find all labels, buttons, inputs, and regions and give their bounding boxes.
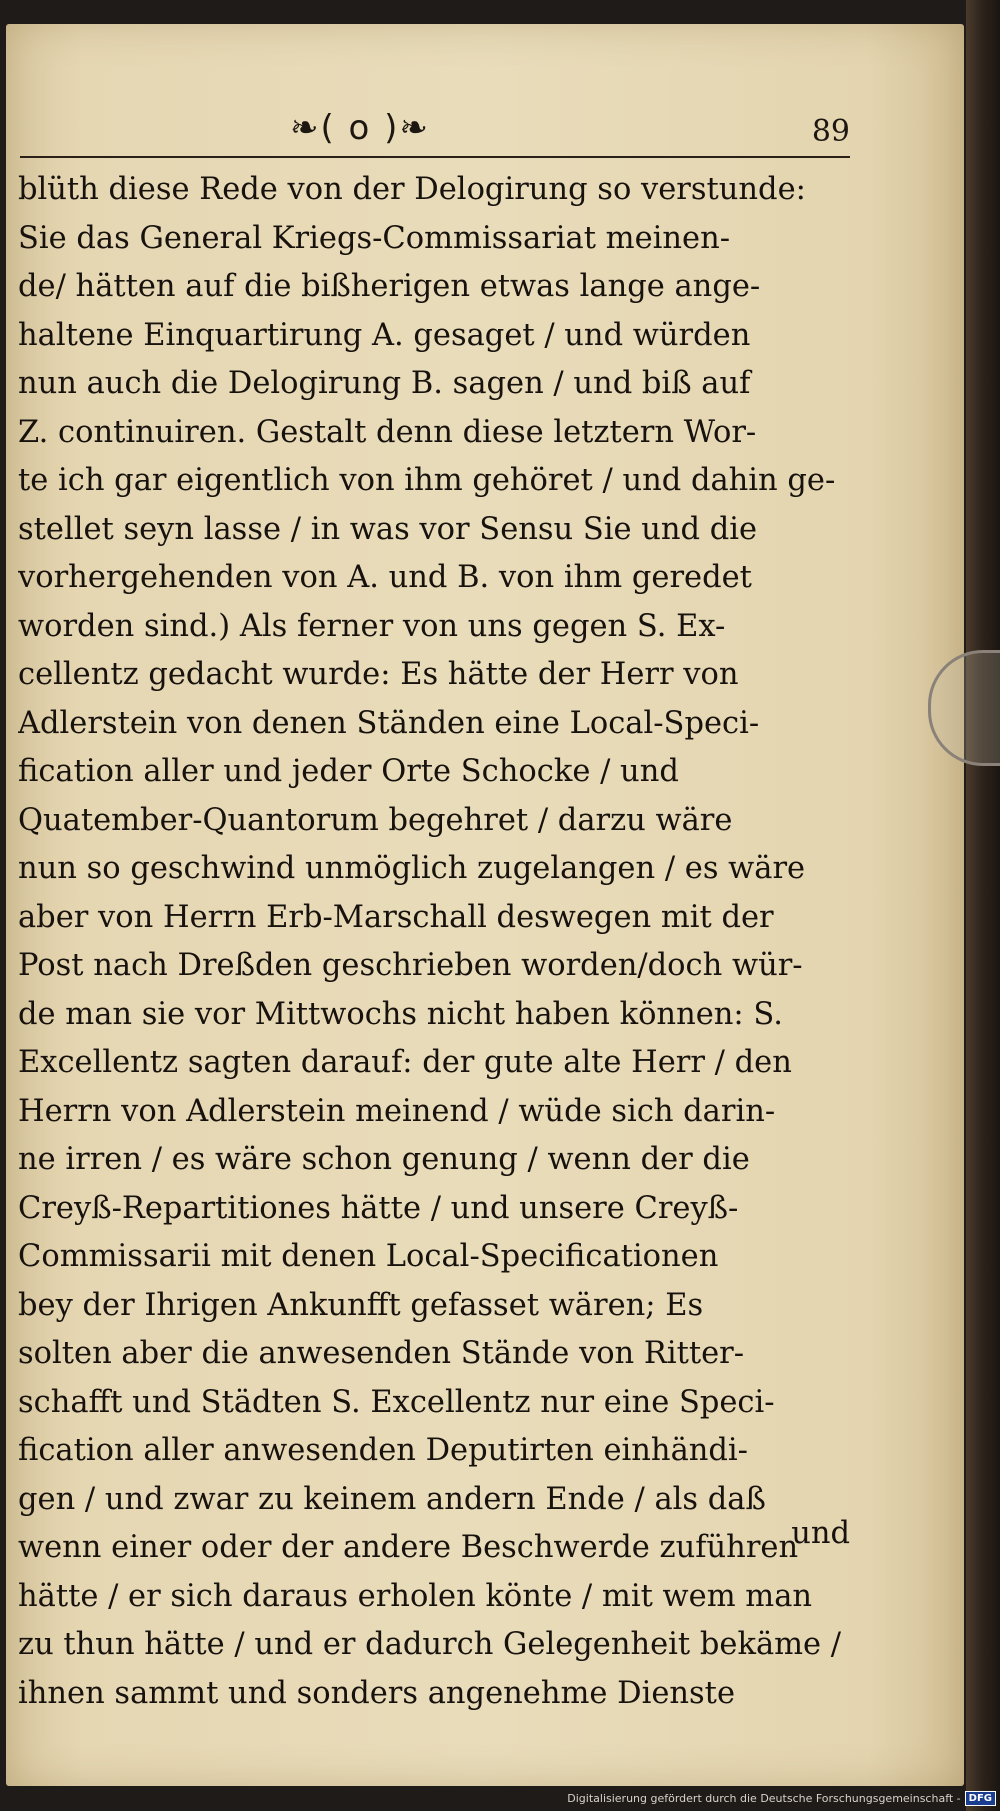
text-line: Creyß-Repartitiones hätte / und unsere Creyß-: [18, 1190, 739, 1226]
dfg-logo: DFG: [965, 1791, 996, 1806]
text-line: haltene Einquartirung A. gesaget / und würden: [18, 317, 751, 353]
page-header: [20, 108, 850, 158]
text-line: Excellentz sagten darauf: der gute alte Herr / den: [18, 1045, 792, 1080]
text-line: de man sie vor Mittwochs nicht haben können: S.: [18, 996, 783, 1032]
text-line: fication aller und jeder Orte Schocke / und: [18, 754, 679, 789]
header-ornament: ❧( o )❧: [290, 108, 430, 148]
text-line: blüth diese Rede von der Delogirung so verstunde:: [18, 172, 806, 207]
body-text: [18, 166, 854, 1718]
page-number: 89: [811, 114, 850, 149]
text-line: wenn einer oder der andere Beschwerde zuführen: [18, 1530, 799, 1565]
text-line: vorhergehenden von A. und B. von ihm geredet: [18, 560, 752, 595]
text-line: aber von Herrn Erb-Marschall deswegen mit der: [18, 899, 774, 935]
text-line: solten aber die anwesenden Stände von Ritter-: [18, 1336, 745, 1371]
text-line: Post nach Dreßden geschrieben worden/doch wür-: [18, 948, 803, 983]
footer-credit: Digitalisierung gefördert durch die Deutsche Forschungsgemeinschaft -: [567, 1791, 961, 1805]
text-line: te ich gar eigentlich von ihm gehöret / und dahin ge-: [18, 463, 836, 498]
text-line: stellet seyn lasse / in was vor Sensu Sie und die: [18, 511, 758, 547]
digitization-footer: [567, 1787, 996, 1809]
text-line: ne irren / es wäre schon genung / wenn der die: [18, 1142, 750, 1177]
text-line: Commissarii mit denen Local-Specificationen: [18, 1239, 719, 1274]
text-line: hätte / er sich daraus erholen könte / mit wem man: [18, 1578, 813, 1614]
text-line: nun so geschwind unmöglich zugelangen / es wäre: [18, 851, 806, 886]
text-line: Herrn von Adlerstein meinend / wüde sich darin-: [18, 1093, 776, 1129]
text-line: Adlerstein von denen Ständen eine Local-Speci-: [18, 705, 760, 741]
text-line: cellentz gedacht wurde: Es hätte der Herr von: [18, 657, 739, 692]
text-line: de/ hätten auf die bißherigen etwas lange ange-: [18, 269, 761, 304]
book-spine: [966, 0, 1000, 1811]
text-line: bey der Ihrigen Ankunfft gefasset wären; Es: [18, 1287, 704, 1323]
text-line: Z. continuiren. Gestalt denn diese letztern Wor-: [18, 414, 757, 450]
header-rule: [20, 156, 850, 158]
text-line: gen / und zwar zu keinem andern Ende / als daß: [18, 1481, 766, 1517]
text-line: Quatember-Quantorum begehret / darzu wäre: [18, 802, 733, 838]
text-line: Sie das General Kriegs-Commissariat meinen-: [18, 220, 731, 256]
text-line: fication aller anwesenden Deputirten einhändi-: [18, 1433, 748, 1468]
text-line: ihnen sammt und sonders angenehme Dienste: [18, 1675, 735, 1711]
text-line: worden sind.) Als ferner von uns gegen S. Ex-: [18, 608, 726, 644]
text-line: zu thun hätte / und er dadurch Gelegenheit bekäme /: [18, 1627, 842, 1662]
text-line: schafft und Städten S. Excellentz nur eine Speci-: [18, 1384, 775, 1420]
catchword: und: [791, 1516, 850, 1551]
text-line: nun auch die Delogirung B. sagen / und biß auf: [18, 366, 751, 401]
